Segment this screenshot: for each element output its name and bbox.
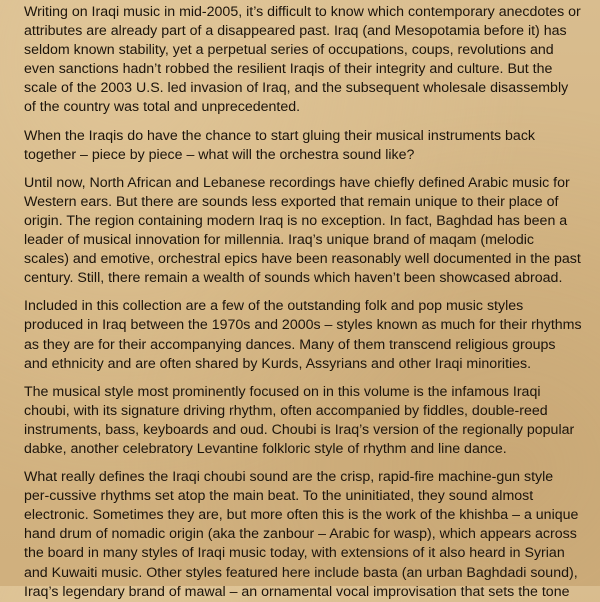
paragraph-choubi: The musical style most prominently focused on in this volume is the infamous Iraqi choubi, with its signature driving rhythm, often accompanied by fiddles, double-reed instruments, bass, keyboards and oud. Choubi is Iraq’s version of the regionally popular dabke, another celebratory Levantine folkloric style of rhythm and line dance. [24, 383, 575, 457]
paragraph-intro: Writing on Iraqi music in mid-2005, it’s difficult to know which contemporary anecdotes or attributes are already part of a disappeared past. Iraq (and Mesopotamia before it) has seldom known stability, yet a perpetual series of occupations, coups, revolutions and even sanctions hadn’t robbed the resilient Iraqis of their integrity and culture. But the scale of the 2003 U.S. led invasion of Iraq, and the subsequent wholesale disassembly of the country was total and unprecedented. [24, 4, 581, 116]
paragraph-question: When the Iraqis do have the chance to start gluing their musical instruments back together – piece by piece – what will the orchestra sound like? [24, 127, 536, 163]
paragraph-khishba: What really defines the Iraqi choubi sound are the crisp, rapid-fire machine-gun style per-cussive rhythms set atop the main beat. To the uninitiated, they sound almost electronic. Sometimes they are, but more often this is the work of the khishba – a unique hand drum of nomadic origin (aka the zanbour – Arabic for wasp), which appears across the board in many styles of Iraqi music today, with extensions of it also heard in Syrian and Kuwaiti music. Other styles featured here include basta (an urban Baghdadi sound), Iraq’s legendary brand of mawal – an ornamental vocal improvisation that sets the tone [24, 469, 579, 600]
paragraph-arabic-music: Until now, North African and Lebanese recordings have chiefly defined Arabic music for Western ears. But there are sounds less exported that remain unique to their place of origin. The region containing modern Iraq is no exception. In fact, Baghdad has been a leader of musical innovation for millennia. Iraq’s unique brand of maqam (melodic scales) and emotive, orchestral epics have been reasonably well documented in the past century. Still, there remain a wealth of sounds which haven’t been showcased abroad. [24, 174, 581, 287]
paragraph-collection: Included in this collection are a few of the outstanding folk and pop music styles produced in Iraq between the 1970s and 2000s – styles known as much for their rhythms as they are for their accompanying dances. Many of them transcend religious groups and ethnicity and are often shared by Kurds, Assyrians and other Iraqi minorities. [24, 298, 582, 372]
